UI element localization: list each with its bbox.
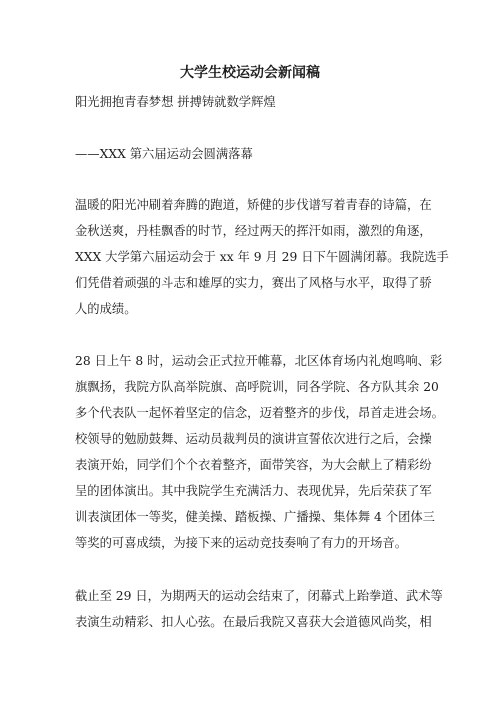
paragraph-line: 表演开始，同学们个个衣着整齐，面带笑容，为大会献上了精彩纷 [75, 458, 432, 472]
paragraph-line: 校领导的勉励鼓舞、运动员裁判员的演讲宣誓依次进行之后，会操 [75, 432, 432, 446]
paragraph-line: 表演生动精彩、扣人心弦。在最后我院又喜获大会道德风尚奖，相 [75, 615, 432, 629]
paragraph-line: 28 日上午 8 时，运动会正式拉开帷幕，北区体育场内礼炮鸣响、彩 [75, 354, 443, 368]
paragraph-line: 截止至 29 日，为期两天的运动会结束了，闭幕式上跆拳道、武术等 [75, 589, 443, 603]
byline: ——XXX 第六届运动会圆满落幕 [75, 147, 253, 161]
paragraph-line: XXX 大学第六届运动会于 xx 年 9 月 29 日下午圆满闭幕。我院选手 [75, 250, 449, 264]
paragraph-line: 们凭借着顽强的斗志和雄厚的实力，赛出了风格与水平，取得了骄 [75, 276, 432, 290]
paragraph-line: 多个代表队一起怀着坚定的信念，迈着整齐的步伐，昂首走进会场。 [75, 406, 444, 420]
paragraph-line: 训表演团体一等奖，健美操、踏板操、广播操、集体舞 4 个团体三 [75, 510, 435, 524]
page-title: 大学生校运动会新闻稿 [180, 65, 320, 81]
paragraph-line: 等奖的可喜成绩，为接下来的运动竞技奏响了有力的开场音。 [75, 536, 408, 550]
paragraph-line: 温暖的阳光冲刷着奔腾的跑道，矫健的步伐谱写着青春的诗篇，在 [75, 198, 432, 212]
paragraph-line: 呈的团体演出。其中我院学生充满活力、表现优异，先后荣获了军 [75, 484, 432, 498]
paragraph-line: 人的成绩。 [75, 302, 137, 316]
paragraph-line: 金秋送爽，丹桂飘香的时节，经过两天的挥汗如雨，激烈的角逐， [75, 224, 432, 238]
subtitle: 阳光拥抱青春梦想 拼搏铸就数学辉煌 [75, 95, 276, 109]
paragraph-line: 旗飘扬，我院方队高举院旗、高呼院训，同各学院、各方队其余 20 [75, 380, 439, 394]
